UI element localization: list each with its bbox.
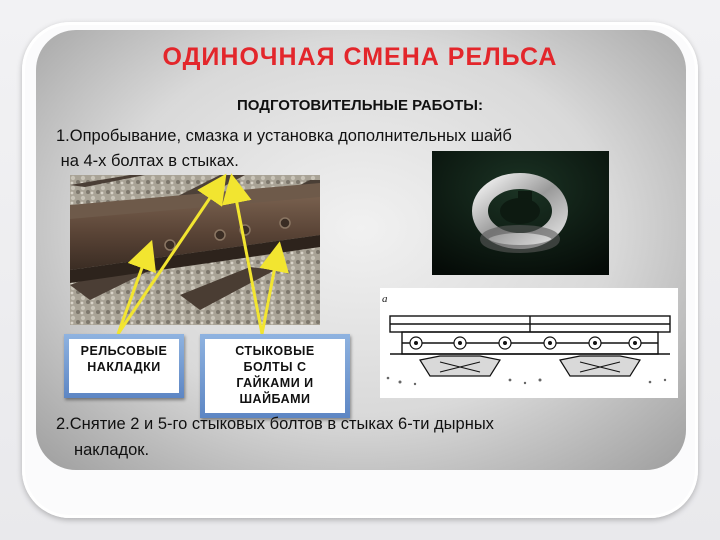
slide-title: ОДИНОЧНАЯ СМЕНА РЕЛЬСА [162, 43, 558, 71]
rail-joint-photo [70, 175, 320, 325]
step-1-line-2: на 4-х болтах в стыках. [56, 152, 239, 170]
step-2-line-1: 2.Снятие 2 и 5-го стыковых болтов в стыках 6-ти дырных [56, 415, 494, 433]
joint-bolts-line-3: ГАЙКАМИ И [236, 376, 314, 390]
rail-plates-callout [64, 334, 184, 398]
joint-bolts-callout [200, 334, 350, 418]
drawing-label: а [382, 293, 388, 305]
step-2-text [56, 411, 676, 463]
joint-bolts-callout-text [205, 339, 345, 413]
step-2-line-2: накладок. [74, 441, 150, 459]
rail-joint-drawing-graphic [380, 288, 678, 398]
joint-bolts-line-4: ШАЙБАМИ [239, 392, 311, 406]
spring-washer-graphic [432, 151, 609, 275]
joint-bolts-line-2: БОЛТЫ С [243, 360, 307, 374]
rail-plates-callout-text [69, 339, 179, 393]
section-subtitle: ПОДГОТОВИТЕЛЬНЫЕ РАБОТЫ: [237, 97, 483, 114]
joint-bolts-line-1: СТЫКОВЫЕ [235, 344, 315, 358]
spring-washer-photo [432, 151, 609, 275]
step-1-line-1: 1.Опробывание, смазка и установка дополнительных шайб [56, 127, 512, 145]
rail-joint-photo-graphic [70, 175, 320, 325]
rail-joint-drawing [380, 288, 678, 398]
rail-plates-line-1: РЕЛЬСОВЫЕ [80, 344, 168, 358]
rail-plates-line-2: НАКЛАДКИ [87, 360, 161, 374]
